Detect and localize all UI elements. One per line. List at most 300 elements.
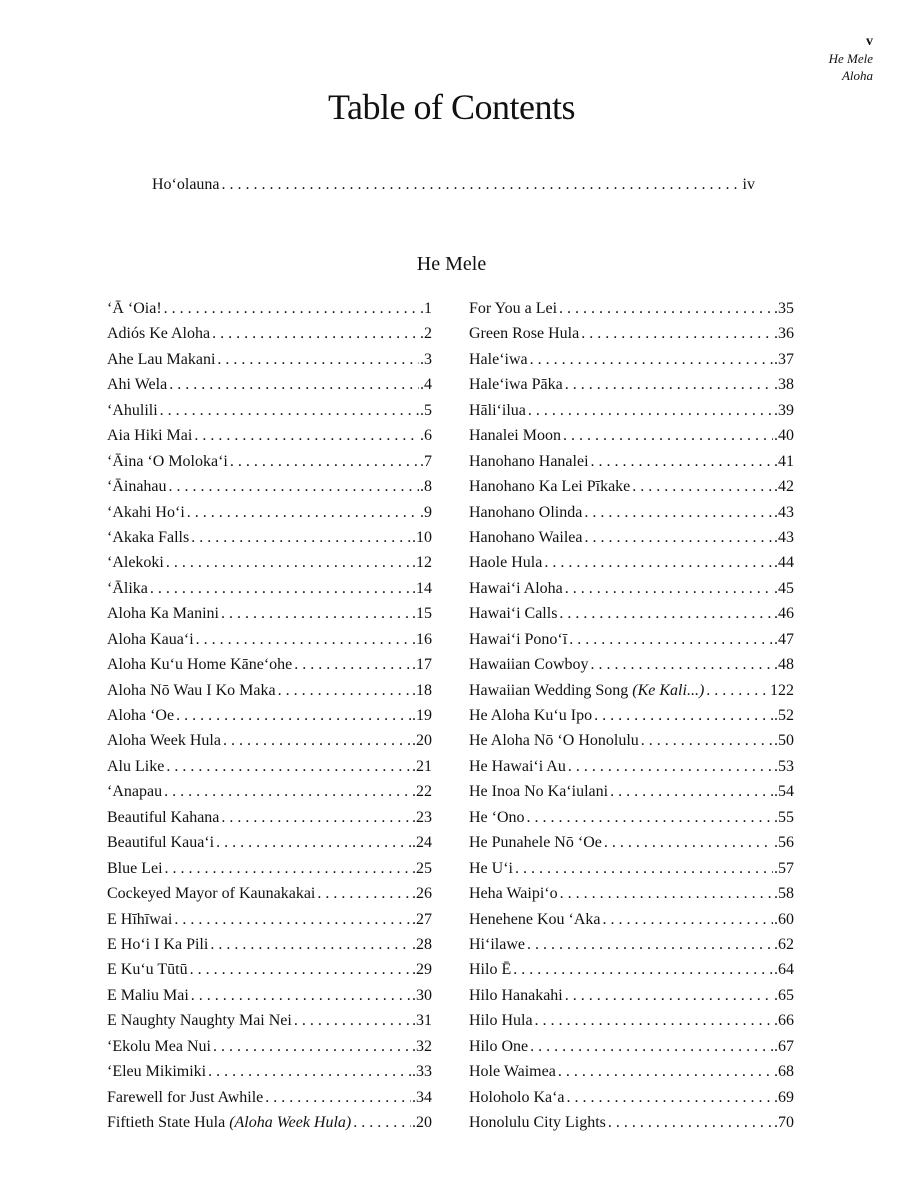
toc-entry-title <box>107 986 189 1011</box>
toc-entry-title <box>107 579 148 604</box>
toc-entry-title <box>469 299 557 324</box>
toc-entry[interactable] <box>469 452 794 477</box>
toc-entry-title <box>107 757 164 782</box>
dot-leader <box>164 757 411 782</box>
dot-leader <box>557 604 773 629</box>
toc-entry-title-text: Hilo Hula <box>469 1012 533 1030</box>
toc-entry[interactable] <box>107 681 432 706</box>
toc-entry-title-text: He Aloha Kuʻu Ipo <box>469 707 593 724</box>
toc-entry-title <box>469 503 582 528</box>
toc-entry[interactable] <box>469 782 794 807</box>
toc-entry[interactable] <box>469 935 794 960</box>
toc-entry-title <box>107 935 208 960</box>
toc-entry-title <box>107 1113 351 1138</box>
toc-entry-title-text: Hilo Hanakahi <box>469 986 563 1004</box>
toc-entry-page: .27 <box>412 910 432 928</box>
toc-entry-title-text: Cockeyed Mayor of Kaunakakai <box>107 885 316 903</box>
dot-leader <box>556 1062 773 1087</box>
toc-entry-title <box>469 375 563 400</box>
toc-entry[interactable] <box>107 1113 432 1138</box>
dot-leader <box>214 833 411 858</box>
toc-entry-page: 122 <box>770 681 794 699</box>
toc-entry-page: .50 <box>774 732 794 750</box>
toc-entry[interactable] <box>469 401 794 426</box>
dot-leader <box>189 986 411 1011</box>
dot-leader <box>561 426 773 451</box>
toc-entry-title-text: Hanohano Hanalei <box>469 452 589 470</box>
toc-entry-page: .23 <box>412 808 432 826</box>
toc-entry-page: .38 <box>774 376 794 394</box>
dot-leader <box>315 884 411 909</box>
toc-entry[interactable] <box>107 986 432 1011</box>
toc-entry[interactable] <box>469 706 794 731</box>
toc-entry[interactable] <box>107 757 432 782</box>
toc-entry-page: .2 <box>420 325 432 343</box>
toc-entry[interactable] <box>107 630 432 655</box>
toc-entry-page: .19 <box>412 707 432 724</box>
toc-entry-title <box>107 350 215 375</box>
toc-entry-page: .60 <box>774 910 794 928</box>
toc-entry[interactable] <box>469 477 794 502</box>
toc-entry[interactable] <box>107 1062 432 1087</box>
toc-entry[interactable] <box>107 503 432 528</box>
toc-entry-page: .12 <box>412 554 432 572</box>
toc-entry-title <box>469 731 639 756</box>
toc-entry-page: .66 <box>774 1012 794 1030</box>
toc-entry-title <box>107 681 276 706</box>
toc-entry[interactable] <box>107 426 432 451</box>
toc-entry-page: .16 <box>412 630 432 648</box>
toc-entry-page: .44 <box>774 554 794 572</box>
toc-entry-page: .47 <box>774 630 794 648</box>
toc-entry-page: .8 <box>420 478 432 496</box>
toc-entry[interactable] <box>469 324 794 349</box>
dot-leader <box>513 859 773 884</box>
toc-entry-title <box>469 553 542 578</box>
dot-leader <box>528 1037 773 1062</box>
toc-entry-title-text: Aloha Nō Wau I Ko Maka <box>107 681 276 699</box>
toc-entry-title-text: Hawaiian Wedding Song <box>469 681 629 699</box>
dot-leader <box>563 986 773 1011</box>
dot-leader <box>528 350 773 375</box>
dot-leader <box>211 1037 411 1062</box>
dot-leader <box>158 401 419 426</box>
toc-entry-title <box>469 528 582 553</box>
toc-entry-title-text: Beautiful Kauaʻi <box>107 834 215 852</box>
toc-entry-title-text: Haleʻiwa Pāka <box>469 376 563 394</box>
toc-entry-page: .53 <box>774 757 794 775</box>
toc-entry[interactable] <box>107 884 432 909</box>
dot-leader <box>162 299 419 324</box>
toc-entry-page: .5 <box>420 401 432 419</box>
toc-entry[interactable] <box>107 350 432 375</box>
toc-entry-title-text: Alu Like <box>107 757 165 775</box>
toc-entry-title <box>469 401 526 426</box>
toc-entry-page: .20 <box>412 732 432 750</box>
dot-leader <box>164 553 411 578</box>
toc-entry-title <box>469 910 601 935</box>
toc-entry-page: .32 <box>412 1037 432 1055</box>
toc-entry-title <box>469 579 563 604</box>
toc-entry[interactable] <box>107 1011 432 1036</box>
dot-leader <box>608 782 773 807</box>
toc-entry-page: .25 <box>412 859 432 877</box>
dot-leader <box>208 935 411 960</box>
toc-entry-page: .14 <box>412 579 432 597</box>
toc-entry-title <box>469 859 513 884</box>
dot-leader <box>579 324 773 349</box>
toc-entry[interactable] <box>107 782 432 807</box>
toc-entry[interactable] <box>469 884 794 909</box>
intro-entry[interactable] <box>152 175 755 195</box>
toc-entry[interactable] <box>107 299 432 324</box>
toc-entry-page: .29 <box>412 961 432 979</box>
toc-entry-page: .33 <box>412 1063 432 1081</box>
toc-entry-title <box>107 706 174 731</box>
toc-entry-title-text: Ahi Wela <box>107 376 168 394</box>
toc-entry[interactable] <box>107 375 432 400</box>
dot-leader <box>210 324 419 349</box>
toc-entry[interactable] <box>469 1113 794 1138</box>
toc-entry-title-text: ʻĀina ʻO Molokaʻi <box>107 452 228 470</box>
toc-entry-page: .4 <box>420 376 432 394</box>
dot-leader <box>533 1011 773 1036</box>
toc-entry-title-text: ʻĀ ʻOia! <box>107 300 162 317</box>
toc-entry-page: .46 <box>774 605 794 623</box>
toc-entry-page: .37 <box>774 350 794 368</box>
toc-entry-page: .69 <box>774 1088 794 1106</box>
dot-leader <box>704 681 769 706</box>
toc-entry-title-text: Aloha Ka Manini <box>107 605 219 623</box>
toc-entry[interactable] <box>107 401 432 426</box>
toc-entry[interactable] <box>469 604 794 629</box>
toc-entry-title <box>469 884 558 909</box>
toc-entry-title <box>107 1011 292 1036</box>
toc-entry-title-text: E Hīhīwai <box>107 910 173 928</box>
intro-entry-page: iv <box>742 176 755 193</box>
dot-leader <box>189 528 411 553</box>
toc-entry-title <box>107 553 164 578</box>
dot-leader <box>511 960 773 985</box>
toc-entry-title <box>107 884 315 909</box>
toc-entry[interactable] <box>469 503 794 528</box>
toc-entry-title-text: Heha Waipiʻo <box>469 885 558 903</box>
dot-leader <box>567 630 773 655</box>
dot-leader <box>563 375 773 400</box>
toc-entry[interactable] <box>107 808 432 833</box>
toc-entry-title <box>469 1037 528 1062</box>
toc-entry-page: .54 <box>774 783 794 801</box>
toc-entry-page: .20 <box>412 1114 432 1131</box>
dot-leader <box>219 604 411 629</box>
toc-entry-title-text: Aloha Kauaʻi <box>107 630 194 648</box>
dot-leader <box>558 884 773 909</box>
toc-entry-title <box>469 630 567 655</box>
dot-leader <box>351 1113 411 1138</box>
toc-entry-title <box>469 706 592 731</box>
toc-entry-title-text: Hilo Ē <box>469 961 512 979</box>
dot-leader <box>526 401 773 426</box>
toc-entry-page: .55 <box>774 808 794 826</box>
toc-entry-title-text: Hanohano Olinda <box>469 503 583 521</box>
toc-entry[interactable] <box>107 1088 432 1113</box>
toc-entry[interactable] <box>469 757 794 782</box>
toc-entry[interactable] <box>107 452 432 477</box>
toc-entry-title-text: Blue Lei <box>107 859 163 877</box>
toc-entry-title <box>469 655 589 680</box>
dot-leader <box>276 681 411 706</box>
toc-entry-title <box>469 960 511 985</box>
toc-entry-title <box>469 833 602 858</box>
toc-entry-title-text: E Maliu Mai <box>107 986 189 1004</box>
page-number: v <box>866 34 873 49</box>
dot-leader <box>582 503 773 528</box>
toc-entry-page: .65 <box>774 986 794 1004</box>
toc-entry-page: .35 <box>774 300 794 317</box>
toc-entry-title <box>107 299 162 324</box>
toc-entry[interactable] <box>107 604 432 629</box>
toc-entry-title-text: Hawaiʻi Calls <box>469 605 558 623</box>
toc-entry[interactable] <box>107 553 432 578</box>
toc-entry-page: .67 <box>774 1037 794 1055</box>
toc-entry[interactable] <box>469 833 794 858</box>
toc-entry-title-text: E Kuʻu Tūtū <box>107 961 188 979</box>
toc-entry[interactable] <box>469 1037 794 1062</box>
toc-entry-title <box>469 1088 565 1113</box>
toc-entry[interactable] <box>469 910 794 935</box>
toc-entry-page: .24 <box>412 834 432 852</box>
toc-entry-title-text: ʻAhulili <box>107 401 158 419</box>
toc-entry-title-text: ʻAkaka Falls <box>107 528 190 546</box>
toc-entry-page: .30 <box>412 986 432 1004</box>
toc-entry-title <box>469 808 525 833</box>
toc-entry-title <box>469 1062 556 1087</box>
toc-entry[interactable] <box>469 655 794 680</box>
toc-entry[interactable] <box>469 375 794 400</box>
toc-entry-title-text: ʻĀlika <box>107 579 148 597</box>
dot-leader <box>566 757 773 782</box>
dot-leader <box>525 808 773 833</box>
toc-entry[interactable] <box>469 731 794 756</box>
dot-leader <box>174 706 411 731</box>
toc-entry[interactable] <box>107 731 432 756</box>
toc-entry-title-text: Aloha Week Hula <box>107 732 221 750</box>
toc-entry-title-text: Haleʻiwa <box>469 350 528 368</box>
toc-entry-title <box>107 477 167 502</box>
toc-entry-title <box>469 452 589 477</box>
toc-entry-title-text: He Inoa No Kaʻiulani <box>469 783 609 801</box>
toc-entry[interactable] <box>107 706 432 731</box>
toc-entry-page: .40 <box>774 427 794 445</box>
toc-entry[interactable] <box>107 833 432 858</box>
toc-entry[interactable] <box>469 986 794 1011</box>
toc-entry-title-text: E Hoʻi I Ka Pili <box>107 935 209 953</box>
dot-leader <box>206 1062 411 1087</box>
toc-entry-title-text: Hanalei Moon <box>469 427 561 445</box>
toc-entry-subtitle: (Aloha Week Hula) <box>229 1114 352 1131</box>
toc-entry[interactable] <box>107 859 432 884</box>
dot-leader <box>589 655 773 680</box>
toc-entry-page: .6 <box>420 427 432 445</box>
toc-entry-title <box>469 681 704 706</box>
toc-entry-page: .68 <box>774 1063 794 1081</box>
toc-entry-page: .58 <box>774 885 794 903</box>
toc-entry[interactable] <box>469 299 794 324</box>
toc-entry[interactable] <box>107 579 432 604</box>
toc-entry-page: .64 <box>774 961 794 979</box>
toc-entry-page: .70 <box>774 1114 794 1131</box>
toc-entry[interactable] <box>469 579 794 604</box>
toc-entry-title-text: Hanohano Ka Lei Pīkake <box>469 478 631 496</box>
toc-entry-title <box>469 782 608 807</box>
toc-entry-page: .36 <box>774 325 794 343</box>
toc-entry-title <box>107 731 221 756</box>
toc-entry-title-text: ʻAkahi Hoʻi <box>107 503 185 521</box>
toc-entry-title-text: ʻĀinahau <box>107 478 167 496</box>
toc-entry-page: .18 <box>412 681 432 699</box>
toc-entry-title-text: Hawaiʻi Ponoʻī <box>469 630 568 648</box>
dot-leader <box>565 1088 773 1113</box>
toc-entry-page: .34 <box>412 1088 432 1106</box>
toc-entry-title-text: He Uʻi <box>469 859 513 877</box>
toc-entry-title <box>469 477 630 502</box>
dot-leader <box>639 731 773 756</box>
dot-leader <box>228 452 419 477</box>
toc-entry-title <box>469 350 528 375</box>
toc-entry[interactable] <box>469 630 794 655</box>
toc-entry-title-text: Henehene Kou ʻAka <box>469 910 601 928</box>
toc-entry[interactable] <box>469 528 794 553</box>
toc-entry-page: .9 <box>420 503 432 521</box>
dot-leader <box>215 350 419 375</box>
toc-entry-page: .22 <box>412 783 432 801</box>
toc-entry[interactable] <box>469 960 794 985</box>
dot-leader <box>148 579 411 604</box>
dot-leader <box>167 477 419 502</box>
toc-entry[interactable] <box>107 935 432 960</box>
toc-entry[interactable] <box>469 350 794 375</box>
running-title-line1: He Mele <box>828 51 873 66</box>
toc-entry-page: .48 <box>774 656 794 674</box>
toc-entry[interactable] <box>107 960 432 985</box>
toc-entry-page: .52 <box>774 707 794 724</box>
toc-entry-page: .26 <box>412 885 432 903</box>
dot-leader <box>263 1088 411 1113</box>
toc-entry-title-text: For You a Lei <box>469 300 558 317</box>
toc-entry-title <box>107 452 228 477</box>
toc-entry-title-text: E Naughty Naughty Mai Nei <box>107 1012 292 1030</box>
toc-entry[interactable] <box>107 1037 432 1062</box>
toc-column-left <box>107 299 432 1138</box>
toc-entry-title-text: Adiós Ke Aloha <box>107 325 211 343</box>
toc-entry-page: .7 <box>420 452 432 470</box>
toc-entry-title <box>107 1037 211 1062</box>
toc-entry[interactable] <box>469 681 794 706</box>
toc-entry-title <box>107 808 219 833</box>
toc-entry[interactable] <box>469 553 794 578</box>
dot-leader <box>219 808 411 833</box>
toc-entry-title <box>469 1011 533 1036</box>
page-title: Table of Contents <box>328 87 575 127</box>
toc-entry-page: .1 <box>420 300 432 317</box>
dot-leader <box>292 655 411 680</box>
dot-leader <box>601 910 774 935</box>
toc-entry-title-text: Ahe Lau Makani <box>107 350 216 368</box>
section-heading: He Mele <box>416 253 487 275</box>
toc-entry-title <box>107 426 192 451</box>
toc-entry-page: .21 <box>412 757 432 775</box>
toc-entry[interactable] <box>107 477 432 502</box>
toc-entry-title-text: Aia Hiki Mai <box>107 427 193 445</box>
toc-entry[interactable] <box>469 426 794 451</box>
toc-entry-title-text: Hiʻilawe <box>469 935 525 953</box>
toc-entry[interactable] <box>469 1088 794 1113</box>
dot-leader <box>525 935 773 960</box>
dot-leader <box>602 833 773 858</box>
toc-entry[interactable] <box>107 324 432 349</box>
toc-entry-title <box>469 757 566 782</box>
toc-entry[interactable] <box>469 1011 794 1036</box>
toc-entry-title-text: Hanohano Wailea <box>469 528 583 546</box>
toc-entry-title-text: ʻEkolu Mea Nui <box>107 1037 211 1055</box>
toc-entry-page: .45 <box>774 579 794 597</box>
toc-entry[interactable] <box>469 808 794 833</box>
dot-leader <box>563 579 773 604</box>
running-title-line2: Aloha <box>841 68 873 83</box>
dot-leader <box>192 426 419 451</box>
toc-entry-page: .17 <box>412 656 432 674</box>
intro-entry-title: Hoʻolauna <box>152 176 220 193</box>
toc-entry-title-text: Green Rose Hula <box>469 325 580 343</box>
toc-entry-title <box>107 960 188 985</box>
dot-leader <box>172 910 411 935</box>
toc-entry-title-text: He Hawaiʻi Au <box>469 757 566 775</box>
dot-leader <box>162 782 411 807</box>
toc-entry-title <box>107 833 214 858</box>
toc-entry-page: .57 <box>774 859 794 877</box>
toc-entry-page: .39 <box>774 401 794 419</box>
toc-entry[interactable] <box>469 1062 794 1087</box>
dot-leader <box>194 630 411 655</box>
toc-entry-title <box>107 630 194 655</box>
toc-entry-title-text: He Aloha Nō ʻO Honolulu <box>469 732 639 750</box>
toc-entry-title <box>107 528 189 553</box>
toc-entry[interactable] <box>107 910 432 935</box>
toc-entry-page: .41 <box>774 452 794 470</box>
toc-entry-title <box>107 859 163 884</box>
toc-entry[interactable] <box>107 528 432 553</box>
dot-leader <box>185 503 419 528</box>
toc-entry-title <box>107 503 185 528</box>
toc-entry-title-text: ʻAnapau <box>107 783 163 801</box>
toc-entry-title <box>469 604 557 629</box>
toc-entry-page: .15 <box>412 605 432 623</box>
toc-entry-title-text: Aloha Kuʻu Home Kāneʻohe <box>107 656 293 674</box>
toc-entry-title <box>469 986 563 1011</box>
toc-entry[interactable] <box>107 655 432 680</box>
toc-entry-page: .43 <box>774 528 794 546</box>
toc-entry-title-text: He Punahele Nō ʻOe <box>469 834 602 852</box>
toc-entry-page: .3 <box>420 350 432 368</box>
running-header <box>829 33 873 84</box>
toc-entry-page: .62 <box>774 935 794 953</box>
toc-entry[interactable] <box>469 859 794 884</box>
toc-entry-title <box>107 401 158 426</box>
toc-entry-title-text: Fiftieth State Hula <box>107 1114 226 1131</box>
toc-entry-title <box>107 1062 206 1087</box>
dot-leader <box>582 528 773 553</box>
toc-entry-title <box>107 604 219 629</box>
